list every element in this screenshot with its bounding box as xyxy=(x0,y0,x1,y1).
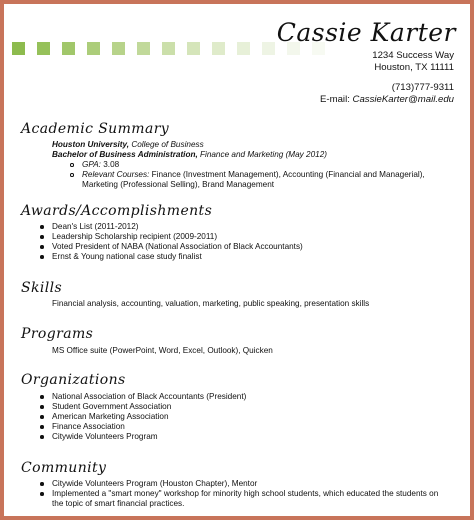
list-item: Student Government Association xyxy=(52,402,458,412)
college-name: College of Business xyxy=(129,140,204,149)
address-line-2: Houston, TX 11111 xyxy=(374,61,454,73)
decorative-square xyxy=(87,42,100,55)
email-line xyxy=(320,94,454,106)
list-item: Citywide Volunteers Program xyxy=(52,432,458,442)
organizations-list xyxy=(52,392,458,442)
decorative-square xyxy=(212,42,225,55)
university-name: Houston University, xyxy=(52,140,130,149)
courses-item xyxy=(82,170,458,190)
address-line-1: 1234 Success Way xyxy=(372,50,454,61)
academic-details-list xyxy=(82,160,458,190)
decorative-square xyxy=(237,42,250,55)
candidate-name: Cassie Karter xyxy=(276,18,456,47)
gpa-item xyxy=(82,160,458,170)
list-item: Voted President of NABA (National Association of Black Accountants) xyxy=(52,242,458,252)
decorative-square xyxy=(187,42,200,55)
gpa-value: 3.08 xyxy=(100,160,120,169)
degree-name: Bachelor of Business Administration, xyxy=(52,150,198,159)
degree-line xyxy=(52,150,458,160)
programs-text: MS Office suite (PowerPoint, Word, Excel, Outlook), Quicken xyxy=(52,346,273,355)
list-item: American Marketing Association xyxy=(52,412,458,422)
list-item: Leadership Scholarship recipient (2009-2011) xyxy=(52,232,458,242)
decorative-square xyxy=(12,42,25,55)
list-item: Finance Association xyxy=(52,422,458,432)
section-title-organizations: Organizations xyxy=(21,372,126,388)
university-line xyxy=(52,140,458,150)
section-title-community: Community xyxy=(21,460,107,476)
list-item: Implemented a "smart money" workshop for minority high school students, which educated the students on the topic of smart financial practices. xyxy=(52,489,450,509)
section-title-academic: Academic Summary xyxy=(21,121,170,137)
gpa-label: GPA: xyxy=(82,160,101,169)
email-address: CassieKarter@mail.edu xyxy=(352,93,454,105)
decorative-square xyxy=(62,42,75,55)
academic-summary-block xyxy=(52,140,458,190)
decorative-square xyxy=(137,42,150,55)
list-item: National Association of Black Accountants (President) xyxy=(52,392,458,402)
list-item: Citywide Volunteers Program (Houston Chapter), Mentor xyxy=(52,479,450,489)
email-label: E-mail: xyxy=(320,93,350,105)
awards-list xyxy=(52,222,458,262)
skills-text: Financial analysis, accounting, valuation, marketing, public speaking, presentation skills xyxy=(52,299,370,308)
courses-value: Finance (Investment Management), Accounting (Financial and Managerial), Marketing (Professional Selling), Brand Management xyxy=(82,170,425,189)
section-title-programs: Programs xyxy=(21,326,94,342)
section-title-skills: Skills xyxy=(21,280,63,296)
courses-label: Relevant Courses: xyxy=(82,170,150,179)
list-item: Ernst & Young national case study finalist xyxy=(52,252,458,262)
decorative-square xyxy=(112,42,125,55)
decorative-square xyxy=(262,42,275,55)
decorative-square xyxy=(37,42,50,55)
degree-detail: Finance and Marketing (May 2012) xyxy=(197,150,327,159)
list-item: Dean's List (2011-2012) xyxy=(52,222,458,232)
contact-block xyxy=(320,50,454,105)
decorative-square xyxy=(162,42,175,55)
section-title-awards: Awards/Accomplishments xyxy=(21,203,213,219)
community-list xyxy=(52,479,450,509)
phone-number: (713)777-9311 xyxy=(391,82,454,94)
